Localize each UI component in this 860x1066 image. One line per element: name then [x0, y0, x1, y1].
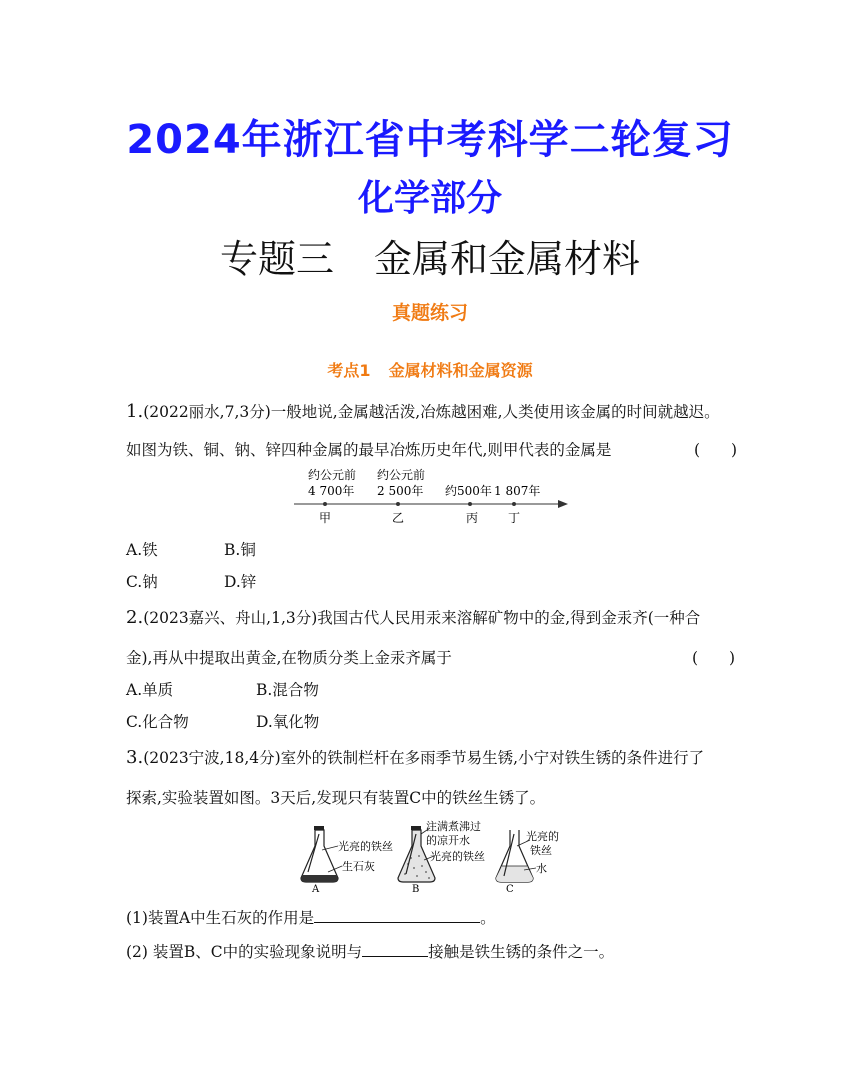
q3-text1: (2023宁波,18,4分)室外的铁制栏杆在多雨季节易生锈,小宁对铁生锈的条件进行了: [143, 749, 705, 767]
flask-a-label-lime: 生石灰: [342, 860, 375, 873]
main-title: 2024年浙江省中考科学二轮复习: [126, 117, 734, 163]
kaodian-label: 考点1: [327, 361, 371, 380]
flask-a-caption: A: [312, 884, 320, 894]
kaodian-heading: [0, 358, 860, 381]
q3-sub2-prefix: (2) 装置B、C中的实验现象说明与: [126, 943, 363, 961]
flask-b-label-2: 的凉开水: [426, 834, 470, 847]
q2-number: 2.: [126, 607, 144, 628]
q3-experiment-figure: [298, 820, 568, 894]
q2-option-d[interactable]: D.氧化物: [256, 713, 320, 731]
q1-option-c[interactable]: C.钠: [126, 573, 158, 591]
timeline-label-ding: 丁: [508, 511, 521, 525]
q2-answer-paren: ( ): [692, 649, 736, 667]
q3-line2: 探索,实验装置如图。3天后,发现只有装置C中的铁丝生锈了。: [126, 789, 546, 807]
flask-b: [398, 820, 485, 894]
q2-option-a[interactable]: A.单质: [126, 681, 174, 699]
flask-c-label-2: 铁丝: [530, 844, 552, 857]
q1-answer-paren: ( ): [694, 441, 738, 459]
q3-sub1-blank[interactable]: [314, 906, 480, 923]
q1-line1: [126, 400, 720, 422]
kaodian-name: 金属材料和金属资源: [388, 361, 533, 380]
q3-sub2-blank[interactable]: [362, 940, 428, 957]
q1-option-a[interactable]: A.铁: [126, 541, 158, 559]
timeline-label-yi: 乙: [392, 511, 405, 525]
flask-c: [496, 829, 559, 894]
section-heading: 真题练习: [391, 302, 468, 324]
flask-b-label-1: 注满煮沸过: [426, 820, 481, 833]
flask-b-label-wire: 光亮的铁丝: [430, 850, 485, 863]
q2-option-b[interactable]: B.混合物: [256, 681, 319, 699]
sub-title: 化学部分: [357, 178, 502, 219]
timeline-label-bing: 丙: [466, 511, 479, 525]
timeline-bottom-4: 1 807年: [494, 484, 541, 498]
q1-text1: (2022丽水,7,3分)一般地说,金属越活泼,冶炼越困难,人类使用该金属的时间就越迟。: [143, 403, 720, 421]
q3-line1: [126, 746, 704, 768]
q3-sub2-suffix: 接触是铁生锈的条件之一。: [428, 943, 615, 961]
timeline-bottom-2: 2 500年: [377, 484, 424, 498]
q3-sub1: [126, 906, 496, 928]
q1-timeline: [290, 466, 580, 528]
topic-label: 专题三: [219, 237, 334, 281]
q1-line2: 如图为铁、铜、钠、锌四种金属的最早冶炼历史年代,则甲代表的金属是: [126, 441, 612, 459]
timeline-top-2: 约公元前: [377, 468, 426, 482]
q2-line2: 金),再从中提取出黄金,在物质分类上金汞齐属于: [126, 649, 452, 667]
topic-title: [0, 228, 860, 283]
q2-text1: (2023嘉兴、舟山,1,3分)我国古代人民用汞来溶解矿物中的金,得到金汞齐(一种合: [143, 609, 701, 627]
topic-name: 金属和金属材料: [374, 237, 641, 281]
flask-c-caption: C: [506, 884, 514, 894]
timeline-bottom-1: 4 700年: [308, 484, 355, 498]
q3-number: 3.: [126, 747, 144, 768]
timeline-bottom-3: 约500年: [445, 484, 492, 498]
q3-sub1-suffix: 。: [480, 909, 496, 927]
q3-sub2: [126, 940, 614, 962]
q1-number: 1.: [126, 401, 144, 422]
flask-c-label-1: 光亮的: [526, 830, 559, 843]
timeline-label-jia: 甲: [319, 511, 332, 525]
q1-option-b[interactable]: B.铜: [224, 541, 256, 559]
q2-option-c[interactable]: C.化合物: [126, 713, 189, 731]
q3-sub1-prefix: (1)装置A中生石灰的作用是: [126, 909, 315, 927]
q2-line1: [126, 606, 700, 628]
q1-option-d[interactable]: D.锌: [224, 573, 257, 591]
flask-b-caption: B: [412, 884, 420, 894]
flask-a: [301, 826, 393, 894]
flask-a-label-wire: 光亮的铁丝: [338, 840, 393, 853]
timeline-top-1: 约公元前: [308, 468, 357, 482]
flask-c-label-water: 水: [536, 862, 547, 875]
